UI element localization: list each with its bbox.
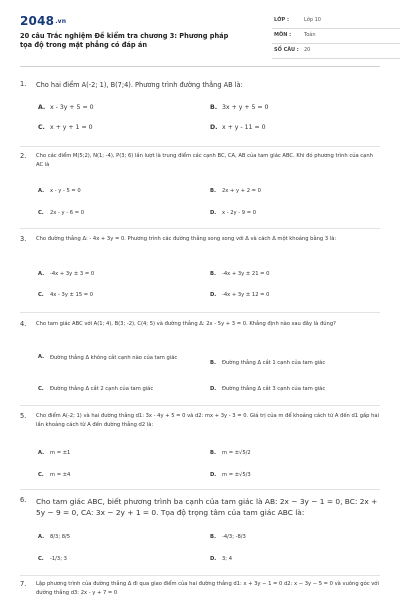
meta-row-count [272,44,400,59]
document-title: 20 câu Trắc nghiệm Đề kiểm tra chương 3: Phương pháp tọa độ trong mặt phẳng có đáp án [20,32,229,49]
option-text: 3x + y + 5 = 0 [222,104,269,111]
site-logo[interactable] [20,14,66,28]
meta-row-class [272,14,400,29]
question-2 [20,152,380,226]
question-divider [20,146,380,147]
meta-value: 20 [304,47,311,53]
option-text: x + y + 1 = 0 [50,124,93,131]
option-letter: C. [38,210,44,216]
option-letter: D. [210,210,217,216]
question-stem: Cho đường thẳng Δ: - 4x + 3y = 0. Phương trình các đường thẳng song song với Δ và cách Δ một khoảng bằng 3 là: [36,236,337,242]
option-letter: C. [38,292,44,298]
option-text: x + y - 11 = 0 [222,124,266,131]
question-3 [20,235,380,309]
option-letter: B. [210,271,216,277]
question-divider [20,405,380,406]
meta-value: Toán [304,32,316,38]
document-header [20,14,380,62]
option-text: m = ±√5/3 [222,472,251,478]
question-number: 3. [20,235,27,243]
option-letter: D. [210,386,217,392]
option-letter: A. [38,450,45,456]
option-text: Đường thẳng Δ cắt 1 cạnh của tam giác [222,360,326,366]
question-7 [20,580,380,600]
question-4 [20,320,380,404]
option-text: -4x + 3y ± 21 = 0 [222,271,270,277]
option-letter: B. [210,450,216,456]
option-text: m = ±4 [50,472,71,478]
meta-table [272,14,400,59]
option-letter: C. [38,124,45,131]
question-stem: Cho hai điểm A(-2; 1), B(7;4). Phương trình đường thẳng AB là: [36,81,243,89]
option-text: Đường thẳng Δ không cắt cạnh nào của tam giác [50,355,178,361]
option-text: 2x - y - 6 = 0 [50,210,85,216]
option-letter: B. [210,104,218,111]
option-letter: A. [38,534,45,540]
option-letter: B. [210,188,216,194]
header-divider [20,66,380,67]
option-letter: A. [38,271,45,277]
question-stem: Cho các điểm M(5;2), N(1; -4), P(3; 6) lần lượt là trung điểm các cạnh BC, CA, AB của tam giác ABC. Khi đó phương trình của cạnh AC là [36,153,373,168]
option-letter: C. [38,472,44,478]
question-stem: Cho điểm A(-2; 1) và hai đường thẳng d1: 3x - 4y + 5 = 0 và d2: mx + 3y - 3 = 0. Giá trị của m để khoảng cách từ A đến d1 gấp hai lần khoảng cách từ A đến đường thẳng d2 là: [36,413,380,428]
option-text: m = ±√5/2 [222,450,251,456]
option-letter: D. [210,292,217,298]
question-number: 6. [20,496,27,504]
option-letter: A. [38,354,45,360]
question-6 [20,496,380,574]
option-text: 2x + y + 2 = 0 [222,188,261,194]
question-number: 4. [20,320,27,328]
question-divider [20,489,380,490]
question-stem: Lập phương trình của đường thẳng Δ đi qua giao điểm của hai đường thẳng d1: x + 3y − 1 = 0 d2: x − 3y − 5 = 0 và vuông góc với đường thẳng d3: 2x - y + 7 = 0 [36,581,379,596]
option-text: 3; 4 [222,556,232,562]
meta-row-subject [272,29,400,44]
option-letter: A. [38,188,45,194]
option-text: Đường thẳng Δ cắt 2 cạnh của tam giác [50,386,154,392]
option-text: 4x - 3y ± 15 = 0 [50,292,94,298]
question-divider [20,228,380,229]
option-letter: B. [210,534,216,540]
option-letter: D. [210,472,217,478]
option-letter: C. [38,556,44,562]
option-text: -1/3; 3 [50,556,67,562]
option-text: m = ±1 [50,450,71,456]
question-number: 7. [20,580,27,588]
option-text: -4x + 3y ± 3 = 0 [50,271,95,277]
meta-value: Lớp 10 [304,17,321,23]
option-text: -4/3; -8/3 [222,534,246,540]
brand-suffix: .vn [55,18,67,25]
question-divider [20,575,380,576]
question-number: 2. [20,152,27,160]
option-text: x - y - 5 = 0 [50,188,81,194]
meta-key: LỚP : [274,17,289,23]
option-letter: D. [210,124,218,131]
option-text: 8/3; 8/5 [50,534,71,540]
option-text: x - 3y + 5 = 0 [50,104,94,111]
question-1 [20,80,380,140]
option-letter: B. [210,360,216,366]
meta-key: MÔN : [274,32,292,38]
question-divider [20,312,380,313]
question-number: 5. [20,412,27,420]
option-letter: C. [38,386,44,392]
option-letter: A. [38,104,46,111]
question-number: 1. [20,80,27,88]
question-stem: Cho tam giác ABC với A(1; 4), B(3; -2), C(4; 5) và đường thẳng Δ: 2x - 5y + 3 = 0. Khẳng định nào sau đây là đúng? [36,321,336,327]
question-stem: Cho tam giác ABC, biết phương trình ba cạnh của tam giác là AB: 2x − 3y − 1 = 0, BC: 2x + 5y − 9 = 0, CA: 3x − 2y + 1 = 0. Tọa độ trọng tâm của tam giác ABC là: [36,497,378,517]
option-text: -4x + 3y ± 12 = 0 [222,292,270,298]
option-letter: D. [210,556,217,562]
option-text: x - 2y - 9 = 0 [222,210,257,216]
option-text: Đường thẳng Δ cắt 3 cạnh của tam giác [222,386,326,392]
question-5 [20,412,380,488]
brand-name: 2048 [20,14,55,28]
meta-key: SỐ CÂU : [274,47,299,53]
